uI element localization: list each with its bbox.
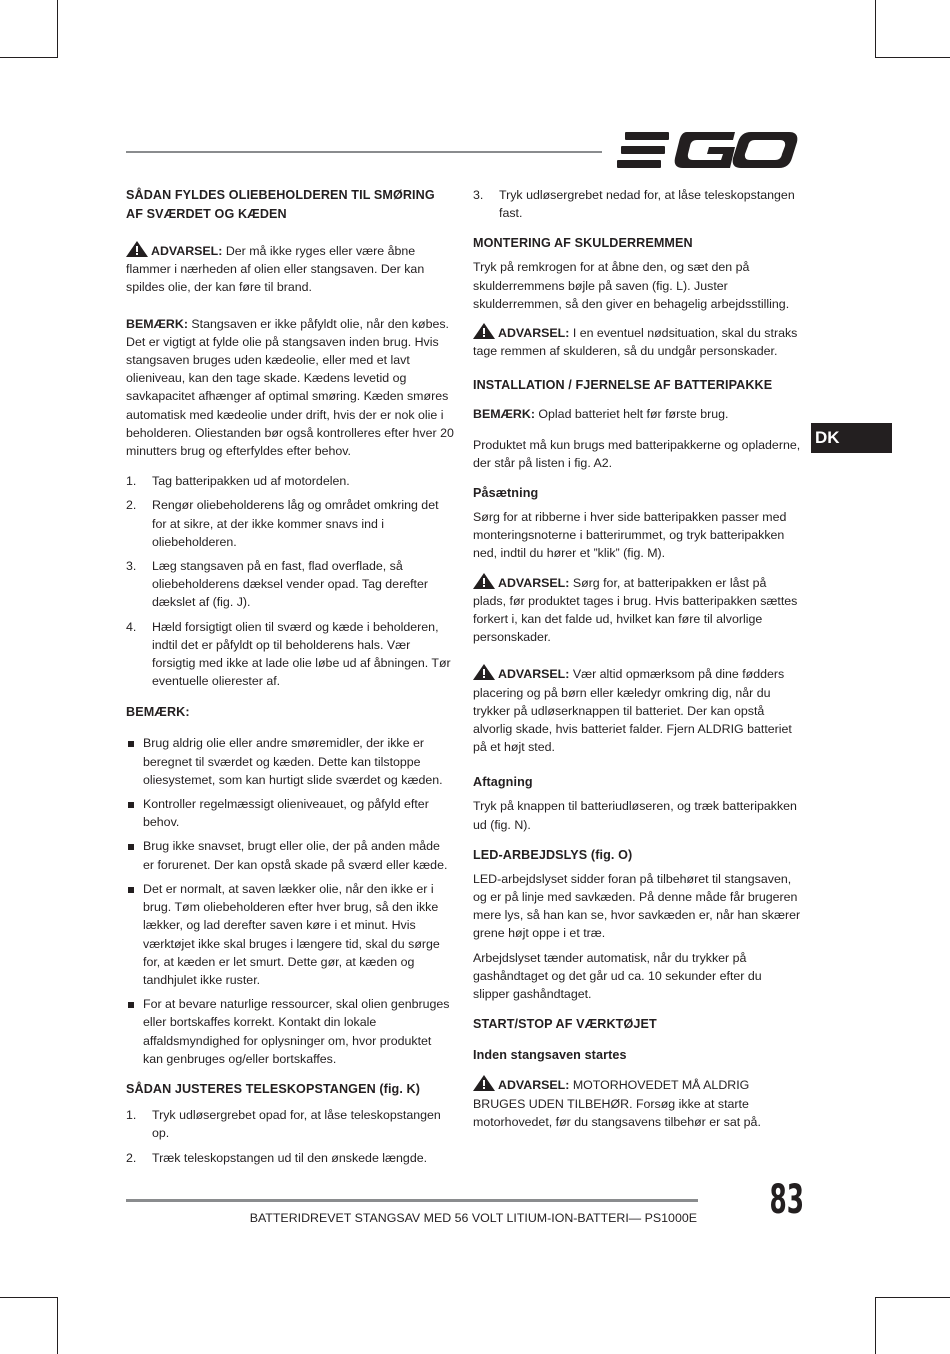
note-bullets-list: [126, 734, 454, 1067]
list-item: Det er normalt, at saven lækker olie, når den ikke er i brug. Tøm oliebeholderen efter hver brug, så den ikke lækker, og lad derefter saven køre i et minut. Hvis værktøjet ikke skal bruges i længere tid, skal du sørge for, at kæden er let smurt. Dette gør, at kæden og tandhjulet ikke ruster.: [126, 880, 454, 989]
subheading-attach: Påsætning: [473, 486, 539, 501]
footer-title: BATTERIDREVET STANGSAV MED 56 VOLT LITIUM-ION-BATTERI— PS1000E: [249, 1211, 697, 1225]
warning-start: ADVARSEL: MOTORHOVEDET MÅ ALDRIG BRUGES UDEN TILBEHØR. Forsøg ikke at starte motorhovedet, før du stangsavens tilbehør er sat på.: [473, 1075, 801, 1131]
crop-mark: [0, 57, 58, 58]
bullet-square-icon: [128, 741, 134, 747]
list-item: 2. Rengør oliebeholderens låg og området omkring det for at sikre, at der ikke kommer snavs ind i oliebeholderen.: [126, 498, 439, 549]
warning-strap: ADVARSEL: I en eventuel nødsituation, skal du straks tage remmen af skulderen, så du undgår personskader.: [473, 323, 801, 360]
warning-triangle-icon: [126, 241, 148, 257]
warning-attach-2: ADVARSEL: Vær altid opmærksom på dine fødders placering og på børn eller kæledyr omkring dig, når du trykker på udløserknappen til batteriet. Der kan opstå alvorlig skade, hvis batteriet falder. Fjern ALDRIG batteriet på et højt sted.: [473, 664, 801, 756]
oil-steps-list: [126, 472, 454, 690]
remove-text: Tryk på knappen til batteriudløseren, og træk batteripakken ud (fig. N).: [473, 799, 797, 832]
list-item: 4. Hæld forsigtigt olien til sværd og kæde i beholderen, indtil det er påfyldt op til beholderens hals. Vær forsigtig med ikke at lade olie løbe ud af åbningen. Tør eventuelle olierester af.: [126, 619, 451, 689]
warning-label: ADVARSEL:: [151, 244, 223, 258]
warning-triangle-icon: [473, 573, 495, 589]
led-text-2: Arbejdslyset tænder automatisk, når du trykker på gashåndtaget og det går ud ca. 10 sekunder efter du slipper gashåndtaget.: [473, 950, 762, 1002]
crop-mark: [0, 1297, 58, 1298]
warning-text: Der må ikke ryges eller være åbne flammer i nærheden af olien eller stangsaven. Der kan spildes olie, der kan føre til brand.: [126, 244, 425, 295]
led-text-1: LED-arbejdslyset sidder foran på tilbehøret til stangsaven, og er på linje med savkæden. På denne måde får brugeren mere lys, så han kan se, hvor savkæden er, når han skærer grene højt oppe i et træ.: [473, 871, 801, 941]
list-item: Brug ikke snavset, brugt eller olie, der på anden måde er forurenet. Der kan opstå skade på sværd eller kæde.: [126, 837, 454, 873]
ego-logo: [617, 130, 799, 170]
list-item: 1. Tag batteripakken ud af motordelen.: [126, 474, 350, 489]
crop-mark: [57, 1297, 58, 1354]
page-number: 83: [769, 1177, 804, 1223]
bullet-square-icon: [128, 802, 134, 808]
battery-text: Produktet må kun brugs med batteripakkerne og opladerne, der står på listen i fig. A2.: [473, 437, 801, 470]
list-item: Kontroller regelmæssigt olieniveauet, og påfyld efter behov.: [126, 795, 454, 831]
crop-mark: [875, 1297, 876, 1354]
attach-text: Sørg for at ribberne i hver side batteripakken passer med monteringsnoterne i batterirummet, og tryk batteripakken ned, indtil du hører et ”klik” (fig. M).: [473, 510, 787, 561]
header-rule: [126, 151, 602, 153]
crop-mark: [875, 57, 950, 58]
list-item: For at bevare naturlige ressourcer, skal olien genbruges eller bortskaffes korrekt. Kontakt din lokale affaldsmyndighed for oplysninger om, hvor produktet kan genbruges og/eller bortskaffes.: [126, 995, 454, 1068]
subheading-before-start: Inden stangsaven startes: [473, 1048, 627, 1063]
section-heading-strap: MONTERING AF SKULDERREMMEN: [473, 236, 693, 251]
right-column: [473, 186, 801, 1131]
note-battery: BEMÆRK: Oplad batteriet helt før første brug.: [473, 407, 729, 422]
section-heading-telescope: SÅDAN JUSTERES TELESKOPSTANGEN (fig. K): [126, 1081, 421, 1096]
section-heading-start: START/STOP AF VÆRKTØJET: [473, 1017, 657, 1032]
bullet-square-icon: [128, 1002, 134, 1008]
section-heading-oil: SÅDAN FYLDES OLIEBEHOLDEREN TIL SMØRING AF SVÆRDET OG KÆDEN: [126, 188, 435, 221]
left-column: [126, 186, 454, 1168]
note-oil: [126, 315, 454, 461]
bullet-square-icon: [128, 887, 134, 893]
warning-attach-1: ADVARSEL: Sørg for, at batteripakken er låst på plads, før produktet tages i brug. Hvis batteripakken sættes forkert i, kan det falde ud, hvilket kan føre til alvorlige personskader.: [473, 573, 801, 647]
list-item: Brug aldrig olie eller andre smøremidler, der ikke er beregnet til sværdet og kæden. Dette kan tilstoppe oliesystemet, som kan hurtigt slide sværdet og kæden.: [126, 734, 454, 789]
section-heading-battery: INSTALLATION / FJERNELSE AF BATTERIPAKKE: [473, 378, 773, 393]
warning-triangle-icon: [473, 664, 495, 680]
note-text: Stangsaven er ikke påfyldt olie, når den købes. Det er vigtigt at fylde olie på stangsaven inden brug. Hvis stangsaven bruges uden kædeolie, eller med et lavt olieniveau, kan den tage skade. Kædens levetid og savkapacitet afhænger af optimal smøring. Kæden smøres automatisk med kædeolie under drift, hvis der er nok olie i beholderen. Oliestanden bør også kontrolleres efter hver 20 minutters brug og efterfyldes efter behov.: [126, 316, 454, 459]
bullet-square-icon: [128, 844, 134, 850]
warning-oil: [126, 241, 454, 297]
list-item: 1. Tryk udløsergrebet opad for, at låse teleskopstangen op.: [126, 1107, 441, 1141]
list-item: 3. Læg stangsaven på en fast, flad overflade, så oliebeholderens dæksel vender opad. Tag derefter dækslet af (fig. J).: [126, 559, 428, 610]
list-item: 3. Tryk udløsergrebet nedad for, at låse teleskopstangen fast.: [473, 188, 795, 221]
subheading-remove: Aftagning: [473, 775, 533, 790]
note-heading: BEMÆRK:: [126, 705, 190, 720]
crop-mark: [57, 0, 58, 58]
section-heading-led: LED-ARBEJDSLYS (fig. O): [473, 847, 633, 862]
footer-rule: [126, 1199, 698, 1202]
language-tab: DK: [811, 423, 892, 453]
strap-text: Tryk på remkrogen for at åbne den, og sæt den på skulderremmens bøjle på saven (fig. L). Juster skulderremmen, så den giver en behagelig arbejdsstilling.: [473, 260, 790, 311]
list-item: 2. Træk teleskopstangen ud til den ønskede længde.: [126, 1151, 428, 1166]
telescope-steps-continued: [473, 186, 801, 222]
crop-mark: [875, 0, 876, 58]
note-label: BEMÆRK:: [126, 316, 188, 331]
warning-triangle-icon: [473, 323, 495, 339]
telescope-steps-list: [126, 1106, 454, 1168]
crop-mark: [875, 1297, 950, 1298]
warning-triangle-icon: [473, 1075, 495, 1091]
